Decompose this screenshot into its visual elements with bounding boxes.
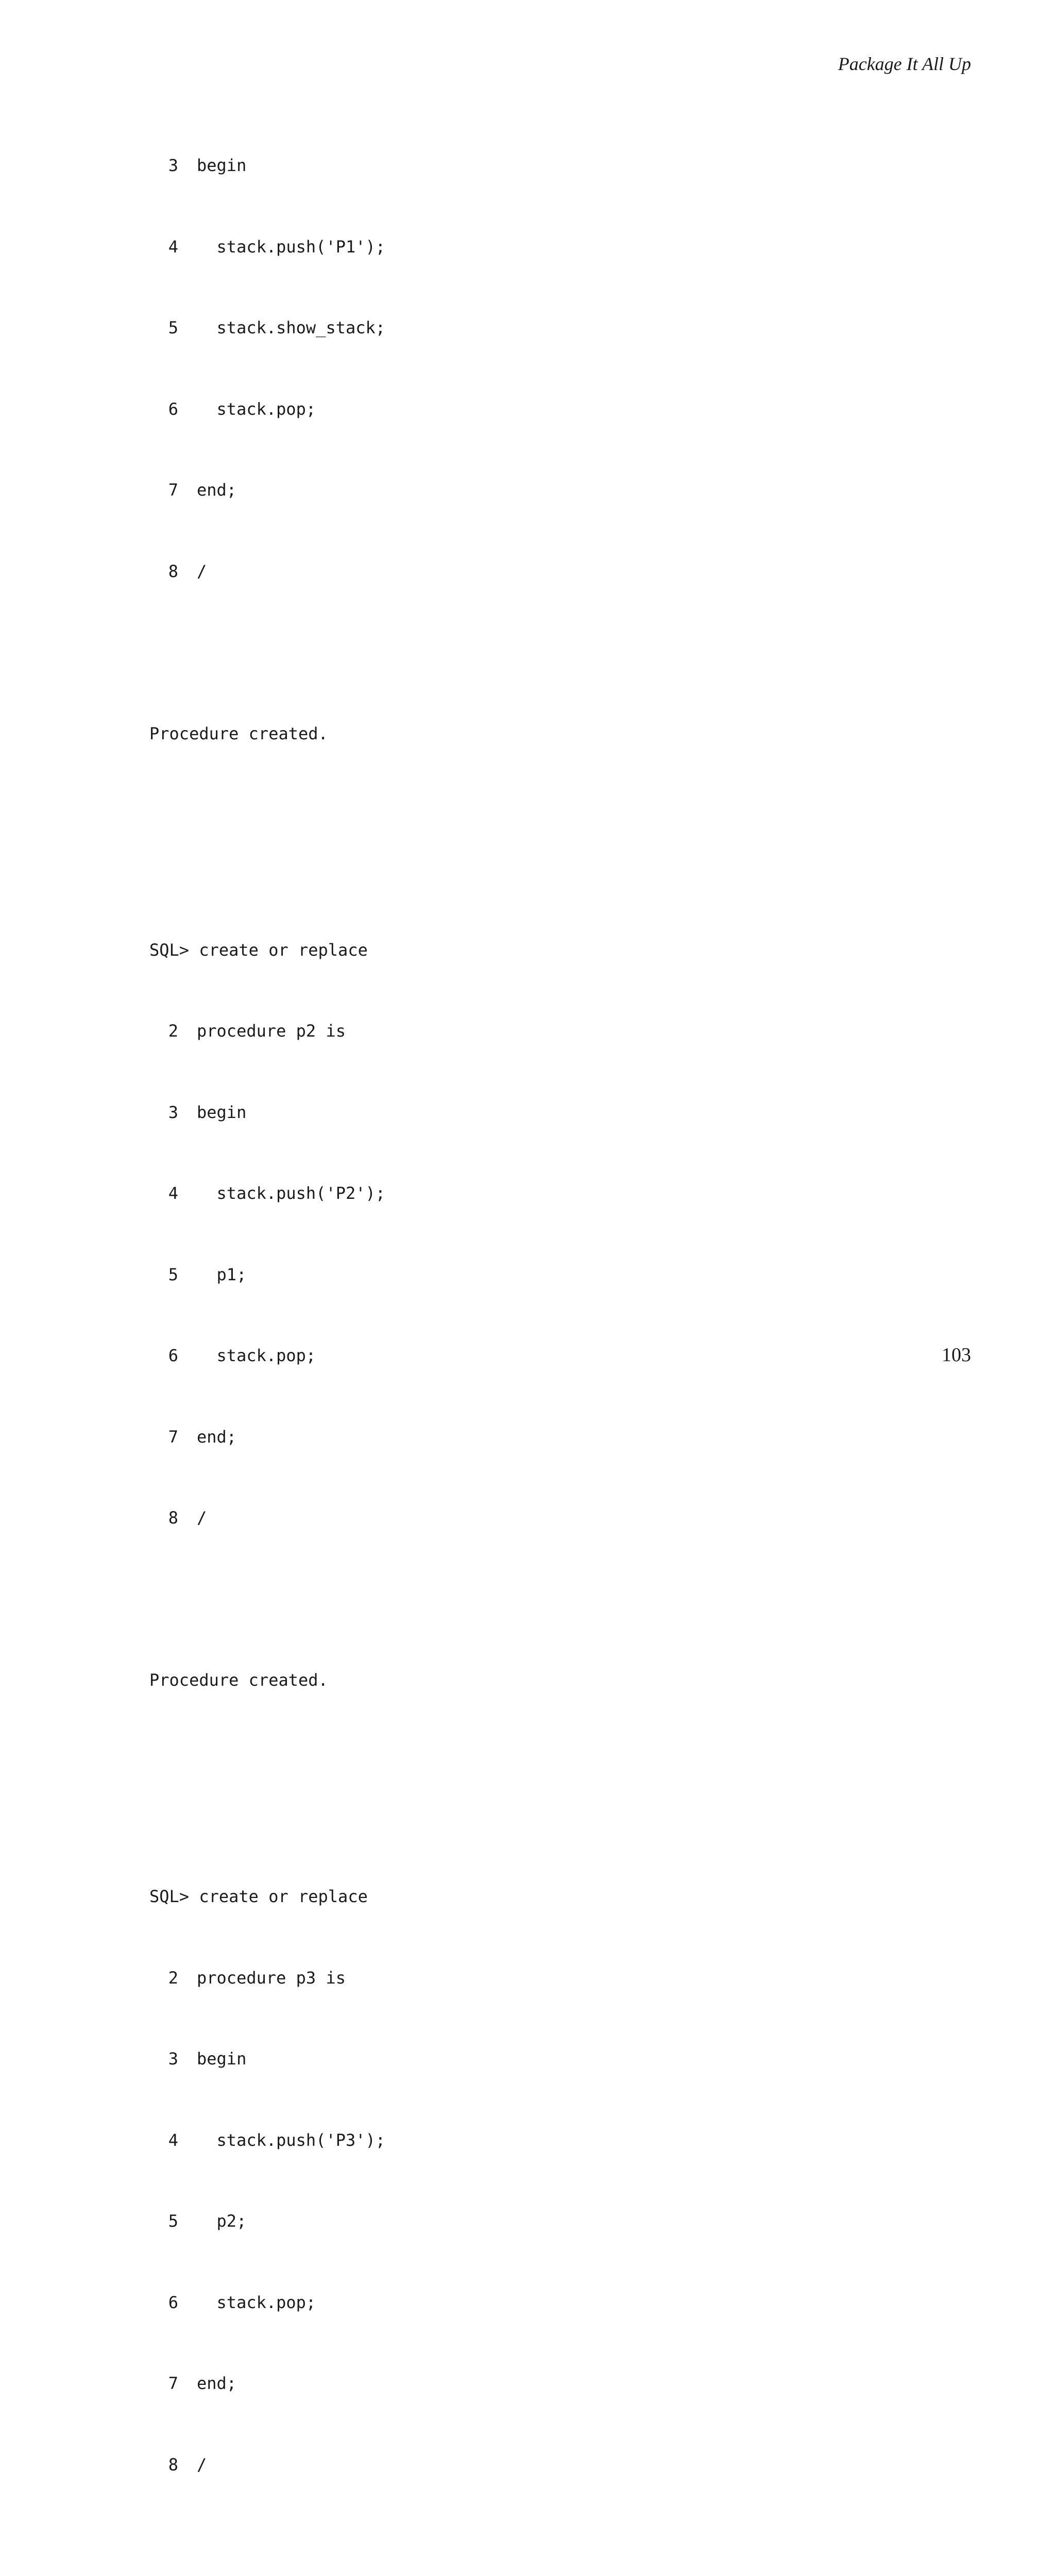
page-content [149, 98, 881, 2576]
sql-prompt: SQL> create or replace [149, 1887, 368, 1906]
code-block-p3 [149, 1829, 881, 2576]
code-line: 6 stack.pop; [168, 1346, 316, 1365]
sql-prompt: SQL> create or replace [149, 940, 368, 960]
code-line: 3 begin [168, 2049, 247, 2069]
code-line: 7 end; [168, 1427, 237, 1447]
code-line: 6 stack.pop; [168, 399, 316, 419]
code-line: 7 end; [168, 2374, 237, 2393]
code-line: 6 stack.pop; [168, 2292, 316, 2312]
code-line: 5 stack.show_stack; [168, 318, 386, 337]
code-line: 2 procedure p2 is [168, 1021, 346, 1041]
code-line: 8 / [168, 561, 207, 581]
running-head: Package It All Up [838, 54, 971, 74]
page-number: 103 [942, 1344, 971, 1366]
code-line: 3 begin [168, 156, 247, 175]
code-line: 8 / [168, 2454, 207, 2475]
code-block-p1 [149, 98, 881, 883]
code-line: 7 end; [168, 480, 237, 500]
code-line: 4 stack.push('P2'); [168, 1183, 386, 1203]
code-line: 3 begin [168, 1102, 247, 1122]
code-block-p2 [149, 883, 881, 1829]
code-line: 2 procedure p3 is [168, 1968, 346, 1988]
code-line: 4 stack.push('P1'); [168, 236, 386, 257]
code-line: 5 p1; [168, 1264, 247, 1284]
code-line: 4 stack.push('P3'); [168, 2130, 386, 2150]
code-line: 8 / [168, 1508, 207, 1528]
code-line: 5 p2; [168, 2211, 247, 2231]
code-result: Procedure created. [149, 723, 328, 743]
code-result: Procedure created. [149, 1670, 328, 1690]
